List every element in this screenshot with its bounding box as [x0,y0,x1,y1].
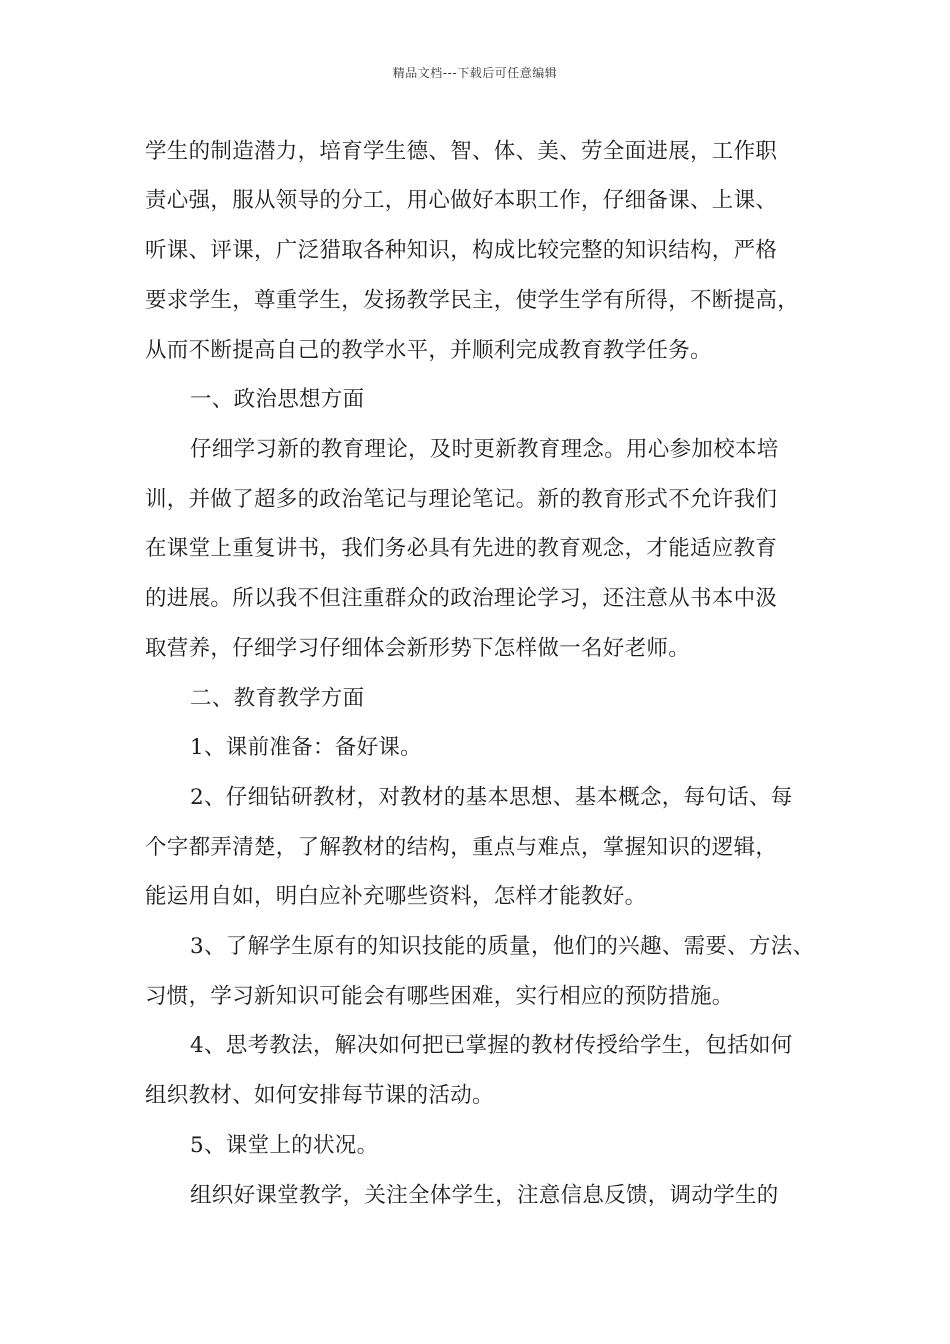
body-line: 责心强，服从领导的分工，用心做好本职工作，仔细备课、上课、 [145,188,778,213]
body-line: 要求学生，尊重学生，发扬教学民主，使学生学有所得，不断提高， [145,288,800,313]
section-heading: 一、政治思想方面 [190,387,365,412]
body-line: 仔细学习新的教育理论，及时更新教育理念。用心参加校本培 [190,437,779,462]
list-item: 4、思考教法，解决如何把已掌握的教材传授给学生，包括如何 [190,1033,793,1058]
body-line: 能运用自如，明白应补充哪些资料，怎样才能教好。 [145,884,647,909]
body-line: 个字都弄清楚，了解教材的结构，重点与难点，掌握知识的逻辑， [145,835,778,860]
body-line: 组织好课堂教学，关注全体学生，注意信息反馈，调动学生的 [190,1183,779,1208]
body-line: 训，并做了超多的政治笔记与理论笔记。新的教育形式不允许我们 [145,487,778,512]
list-item: 2、仔细钻研教材，对教材的基本思想、基本概念，每句话、每 [190,785,793,810]
list-item: 3、了解学生原有的知识技能的质量，他们的兴趣、需要、方法、 [190,934,815,959]
body-line: 在课堂上重复讲书，我们务必具有先进的教育观念，才能适应教育 [145,536,778,561]
body-line: 从而不断提高自己的教学水平，并顺利完成教育教学任务。 [145,338,712,363]
page-header: 精品文档---下载后可任意编辑 [392,66,558,80]
list-item: 1、课前准备：备好课。 [190,735,422,760]
list-item: 5、课堂上的状况。 [190,1133,379,1158]
body-line: 听课、评课，广泛猎取各种知识，构成比较完整的知识结构，严格 [145,238,778,263]
body-line: 取营养，仔细学习仔细体会新形势下怎样做一名好老师。 [145,636,691,661]
body-line: 学生的制造潜力，培育学生德、智、体、美、劳全面进展，工作职 [145,139,778,164]
section-heading: 二、教育教学方面 [190,686,365,711]
body-line: 的进展。所以我不但注重群众的政治理论学习，还注意从书本中汲 [145,586,778,611]
body-line: 习惯，学习新知识可能会有哪些困难，实行相应的预防措施。 [145,984,734,1009]
body-line: 组织教材、如何安排每节课的活动。 [145,1083,494,1108]
